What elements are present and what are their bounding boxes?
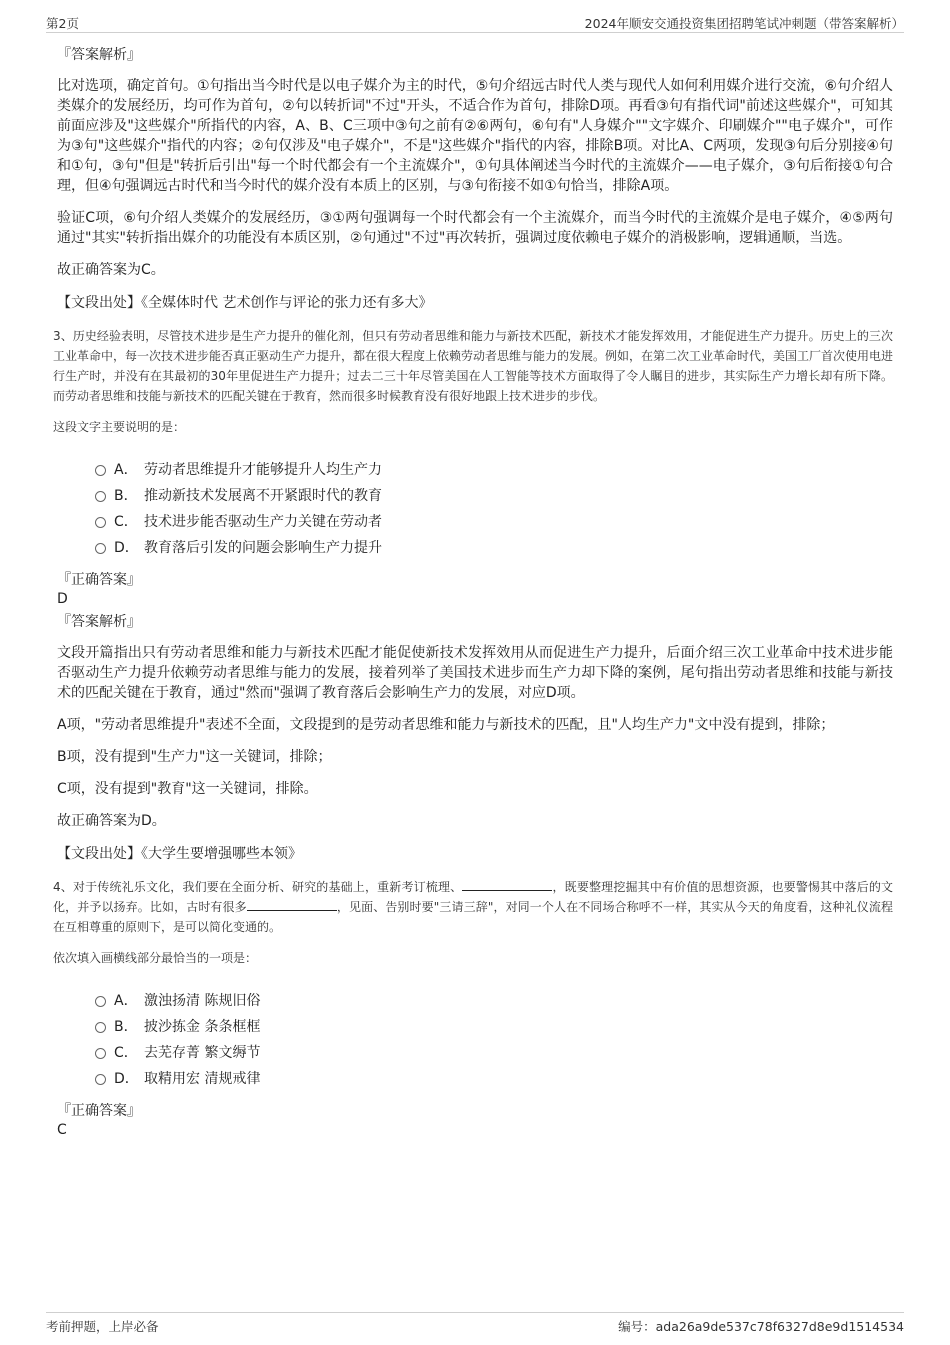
- q2-conclusion: 故正确答案为C。: [57, 262, 165, 278]
- radio-icon[interactable]: [95, 1022, 106, 1033]
- page-number: 第2页: [46, 16, 79, 31]
- q3-analysis-para: C项，没有提到"教育"这一关键词，排除。: [57, 781, 318, 797]
- option-d[interactable]: D． 教育落后引发的问题会影响生产力提升: [95, 535, 893, 561]
- q4-prompt: 依次填入画横线部分最恰当的一项是：: [53, 951, 258, 965]
- q3-conclusion: 故正确答案为D。: [57, 813, 166, 829]
- radio-icon[interactable]: [95, 491, 106, 502]
- q4-answer: C: [57, 1122, 67, 1138]
- footer-slogan: 考前押题，上岸必备: [46, 1319, 159, 1334]
- option-b[interactable]: B． 披沙拣金 条条框框: [95, 1014, 893, 1040]
- q4-answer-label: 『正确答案』: [57, 1103, 141, 1119]
- q2-analysis-para: 验证C项，⑥句介绍人类媒介的发展经历，③①两句强调每一个时代都会有一个主流媒介，而当今时代的主流媒介是电子媒介，④⑤两句通过"其实"转折指出媒介的功能没有本质区别，②句通过"不过"再次转折，强调过度依赖电子媒介的消极影响，逻辑通顺，当选。: [57, 210, 893, 246]
- q3-answer: D: [57, 591, 68, 607]
- page-header: [46, 10, 904, 33]
- q3-options: [95, 457, 893, 561]
- q3-answer-label: 『正确答案』: [57, 572, 141, 588]
- option-d[interactable]: D． 取精用宏 清规戒律: [95, 1066, 893, 1092]
- document-id: 编号：ada26a9de537c78f6327d8e9d1514534: [618, 1319, 904, 1334]
- option-c[interactable]: C． 技术进步能否驱动生产力关键在劳动者: [95, 509, 893, 535]
- radio-icon[interactable]: [95, 465, 106, 476]
- q3-analysis-para: B项，没有提到"生产力"这一关键词，排除；: [57, 749, 332, 765]
- fill-blank: [462, 877, 552, 891]
- document-body: [53, 44, 894, 1142]
- q4-options: [95, 988, 893, 1092]
- page-footer: [46, 1312, 904, 1337]
- option-c[interactable]: C． 去芜存菁 繁文缛节: [95, 1040, 893, 1066]
- radio-icon[interactable]: [95, 1048, 106, 1059]
- q3-analysis-label: 『答案解析』: [57, 614, 141, 630]
- document-title: 2024年顺安交通投资集团招聘笔试冲刺题（带答案解析）: [584, 16, 904, 31]
- q3-source: 【文段出处】《大学生要增强哪些本领》: [57, 846, 302, 862]
- q3-analysis-para: A项，"劳动者思维提升"表述不全面，文段提到的是劳动者思维和能力与新技术的匹配，且"人均生产力"文中没有提到，排除；: [57, 717, 835, 733]
- radio-icon[interactable]: [95, 996, 106, 1007]
- radio-icon[interactable]: [95, 543, 106, 554]
- option-a[interactable]: A． 劳动者思维提升才能够提升人均生产力: [95, 457, 893, 483]
- q2-analysis-label: 『答案解析』: [57, 47, 141, 63]
- q3-prompt: 这段文字主要说明的是：: [53, 420, 186, 434]
- q4-question: 4、对于传统礼乐文化，我们要在全面分析、研究的基础上，重新考订梳理、 ，既要整理挖掘其中有价值的思想资源，也要警惕其中落后的文化，并予以扬弃。比如，古时有很多 ，见面、告别时要"三请三辞"，对同一个人在不同场合称呼不一样，其实从今天的角度看，这种礼仪流程在互相尊重的原则下，是可以简化变通的。: [53, 877, 893, 937]
- q3-question: 3、历史经验表明，尽管技术进步是生产力提升的催化剂，但只有劳动者思维和能力与新技术匹配，新技术才能发挥效用，才能促进生产力提升。历史上的三次工业革命中，每一次技术进步能否真正驱动生产力提升，都在很大程度上依赖劳动者思维与能力的发展。例如，在第二次工业革命时代，美国工厂首次使用电进行生产时，并没有在其最初的30年里促进生产力提升；过去二三十年尽管美国在人工智能等技术方面取得了令人瞩目的进步，其实际生产力增长却有所下降。而劳动者思维和技能与新技术的匹配关键在于教育，然而很多时候教育没有很好地跟上技术进步的步伐。: [53, 329, 894, 403]
- option-a[interactable]: A． 激浊扬清 陈规旧俗: [95, 988, 893, 1014]
- q2-source: 【文段出处】《全媒体时代 艺术创作与评论的张力还有多大》: [57, 295, 433, 311]
- radio-icon[interactable]: [95, 1074, 106, 1085]
- option-b[interactable]: B． 推动新技术发展离不开紧跟时代的教育: [95, 483, 893, 509]
- q3-analysis-para: 文段开篇指出只有劳动者思维和能力与新技术匹配才能促使新技术发挥效用从而促进生产力提升，后面介绍三次工业革命中技术进步能否驱动生产力提升依赖劳动者思维与能力的发展，接着列举了美国技术进步而生产力却下降的案例，尾句指出劳动者思维和技能与新技术的匹配关键在于教育，通过"然而"强调了教育落后会影响生产力的发展，对应D项。: [57, 645, 893, 701]
- q2-analysis-para: 比对选项，确定首句。①句指出当今时代是以电子媒介为主的时代，⑤句介绍远古时代人类与现代人如何利用媒介进行交流，⑥句介绍人类媒介的发展经历，均可作为首句，②句以转折词"不过"开头，不适合作为首句，排除D项。再看③句有指代词"前述这些媒介"，可知其前面应涉及"这些媒介"所指代的内容，A、B、C三项中③句之前有②⑥两句，⑥句有"人身媒介""文字媒介、印刷媒介""电子媒介"，可作为③句"这些媒介"指代的内容；②句仅涉及"电子媒介"，不是"这些媒介"指代的内容，排除B项。对比A、C两项，发现③句后分别接④句和①句，③句"但是"转折后引出"每一个时代都会有一个主流媒介"，①句具体阐述当今时代的主流媒介——电子媒介，③句后衔接①句合理，但④句强调远古时代和当今时代的媒介没有本质上的区别，与③句衔接不如①句恰当，排除A项。: [57, 78, 893, 194]
- radio-icon[interactable]: [95, 517, 106, 528]
- fill-blank: [247, 897, 337, 911]
